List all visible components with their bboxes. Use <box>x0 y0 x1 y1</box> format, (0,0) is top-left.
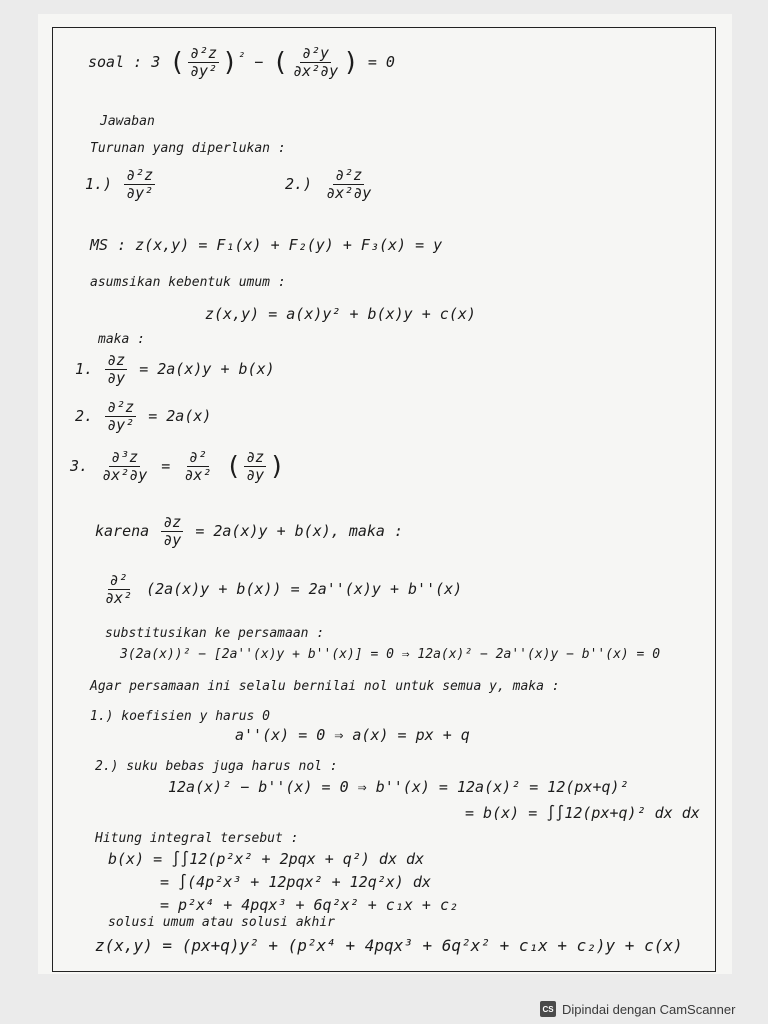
turunan-2: 2.) $\frac{\text{∂²z}}{\text{∂x²∂y}}$ <box>285 166 372 202</box>
koefisien-equation: a''(x) = 0 ⇒ a(x) = px + q <box>235 726 470 744</box>
turunan-1: 1.) $\frac{\text{∂²z}}{\text{∂y²}}$ <box>85 166 154 202</box>
diff-line: $\frac{\text{∂²}}{\text{∂x²}}$ (2a(x)y + b(x)) = 2a''(x)y + b''(x) <box>105 571 463 607</box>
asumsi-equation: z(x,y) = a(x)y² + b(x)y + c(x) <box>205 305 476 323</box>
karena-line: karena $\frac{\partial z}{\partial y}$ = 2a(x)y + b(x), maka : <box>95 513 404 549</box>
maka-label: maka : <box>98 332 145 347</box>
camscanner-logo-icon: CS <box>540 1001 556 1017</box>
asumsi-label: asumsikan kebentuk umum : <box>90 275 286 290</box>
suku-label: 2.) suku bebas juga harus nol : <box>95 759 338 774</box>
step-1: 1. $\frac{\partial z}{\partial y}$ = 2a(x)y + b(x) <box>75 351 275 387</box>
problem-statement: soal : 3 ( $\frac{\text{∂²z}}{\text{∂y²}}$ )$^{^2}$ − ( $\frac{\text{∂²y}}{\text{∂x²∂y}}$ ) = 0 <box>88 44 395 80</box>
camscanner-text: Dipindai dengan CamScanner <box>562 1001 736 1017</box>
hitung-label: Hitung integral tersebut : <box>95 831 299 846</box>
integral-line-2: = ∫(4p²x³ + 12pqx² + 12q²x) dx <box>160 873 431 891</box>
integral-line-3: = p²x⁴ + 4pqx³ + 6q²x² + c₁x + c₂ <box>160 896 459 914</box>
ms-line: MS : z(x,y) = F₁(x) + F₂(y) + F₃(x) = y <box>90 236 443 254</box>
agar-line: Agar persamaan ini selalu bernilai nol untuk semua y, maka : <box>90 679 560 694</box>
koefisien-label: 1.) koefisien y harus 0 <box>90 709 271 724</box>
turunan-label: Turunan yang diperlukan : <box>90 141 286 156</box>
integral-line-1: b(x) = ∫∫12(p²x² + 2pqx + q²) dx dx <box>108 850 425 868</box>
step-2: 2. $\frac{\text{∂²z}}{\text{∂y²}}$ = 2a(x) <box>75 398 212 434</box>
suku-equation: 12a(x)² − b''(x) = 0 ⇒ b''(x) = 12a(x)² = 12(px+q)² <box>168 778 629 796</box>
solusi-label: solusi umum atau solusi akhir <box>108 915 335 930</box>
camscanner-watermark <box>540 1001 735 1017</box>
suku-equation-2: = b(x) = ∫∫12(px+q)² dx dx <box>465 804 700 822</box>
substitusi-label: substitusikan ke persamaan : <box>105 626 325 641</box>
jawaban-heading: Jawaban <box>100 114 155 129</box>
step-3: 3. $\frac{\text{∂³z}}{\text{∂x²∂y}}$ = $\frac{\text{∂²}}{\text{∂x²}}$ ( $\frac{\partial z}{\partial y}$ ) <box>70 448 285 484</box>
final-solution: z(x,y) = (px+q)y² + (p²x⁴ + 4pqx³ + 6q²x² + c₁x + c₂)y + c(x) <box>95 936 683 955</box>
substitusi-equation: 3(2a(x))² − [2a''(x)y + b''(x)] = 0 ⇒ 12a(x)² − 2a''(x)y − b''(x) = 0 <box>120 647 661 662</box>
